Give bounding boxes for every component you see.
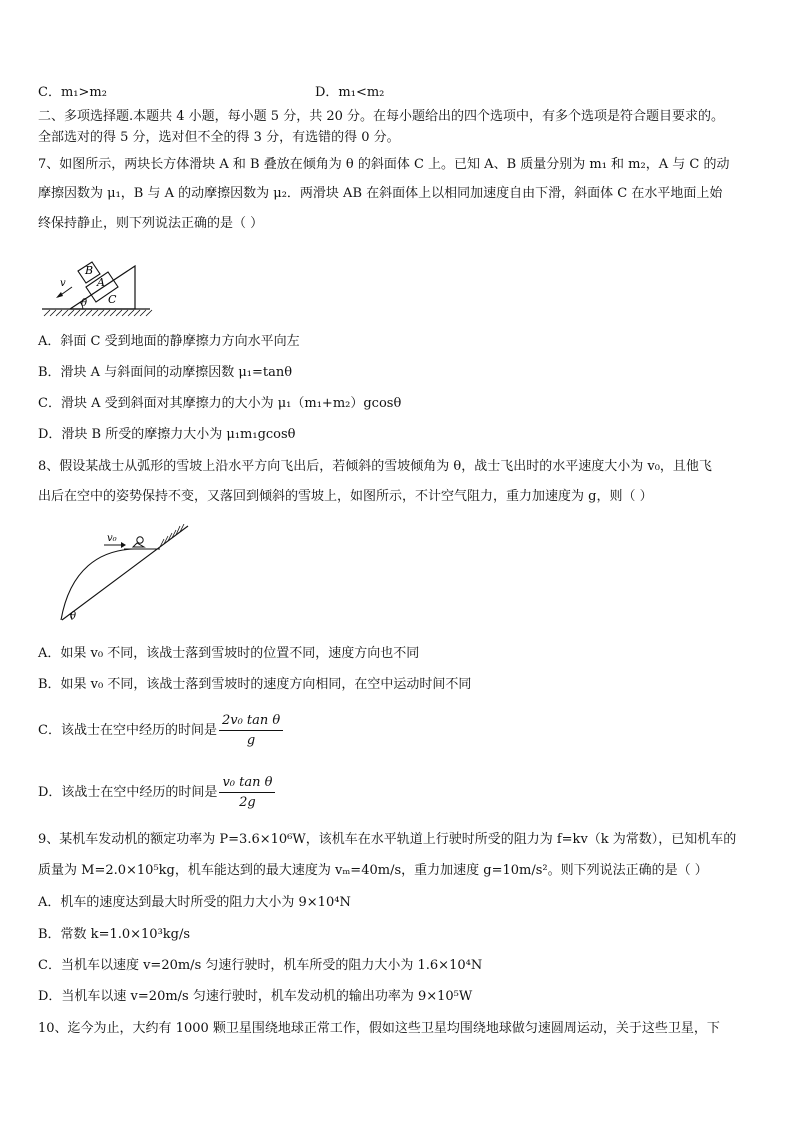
q6-option-d: D．m₁<m₂ bbox=[315, 85, 385, 100]
label-theta: θ bbox=[70, 611, 77, 622]
label-a: A bbox=[97, 276, 105, 289]
v0-arrowhead bbox=[121, 542, 126, 548]
q8-option-d-denominator: 2g bbox=[239, 795, 256, 810]
q8-option-c-numerator: 2v₀ tan θ bbox=[219, 713, 283, 731]
label-v0: v₀ bbox=[107, 533, 117, 544]
ground-hatching bbox=[44, 310, 152, 316]
q10-stem-line1: 10、迄今为止，大约有 1000 颗卫星围绕地球正常工作，假如这些卫星均围绕地球做匀速圆周运动，关于这些卫星，下 bbox=[38, 1021, 720, 1036]
q8-option-b: B．如果 v₀ 不同，该战士落到雪坡时的速度方向相同，在空中运动时间不同 bbox=[38, 677, 472, 692]
q8-option-d-text: D．该战士在空中经历的时间是 bbox=[38, 785, 218, 800]
label-v: v bbox=[60, 278, 66, 289]
q8-stem-line2: 出后在空中的姿势保持不变，又落回到倾斜的雪坡上，如图所示，不计空气阻力，重力加速度为 g，则（ ） bbox=[38, 489, 653, 504]
label-b: B bbox=[85, 264, 94, 277]
section2-instruction-line1: 二、多项选择题.本题共 4 小题，每小题 5 分，共 20 分。在每小题给出的四个选项中，有多个选项是符合题目要求的。 bbox=[38, 109, 725, 124]
q9-option-a: A．机车的速度达到最大时所受的阻力大小为 9×10⁴N bbox=[38, 895, 351, 910]
q9-stem-line2: 质量为 M=2.0×10⁵kg，机车能达到的最大速度为 vₘ=40m/s，重力加速度 g=10m/s²。则下列说法正确的是（ ） bbox=[38, 863, 708, 878]
q7-option-a: A．斜面 C 受到地面的静摩擦力方向水平向左 bbox=[38, 334, 300, 349]
skier-body bbox=[133, 543, 144, 547]
label-theta: θ bbox=[81, 298, 88, 309]
flight-trajectory bbox=[61, 549, 134, 620]
q8-option-c-fraction bbox=[219, 713, 283, 748]
q8-option-d bbox=[38, 772, 275, 814]
q7-option-d: D．滑块 B 所受的摩擦力大小为 μ₁m₁gcosθ bbox=[38, 427, 296, 442]
q7-option-c: C．滑块 A 受到斜面对其摩擦力的大小为 μ₁（m₁+m₂）gcosθ bbox=[38, 396, 402, 411]
q7-incline-figure bbox=[40, 246, 155, 322]
q8-option-c bbox=[38, 710, 283, 752]
q8-option-c-text: C．该战士在空中经历的时间是 bbox=[38, 723, 217, 738]
q8-stem-line1: 8、假设某战士从弧形的雪坡上沿水平方向飞出后，若倾斜的雪坡倾角为 θ，战士飞出时的水平速度大小为 v₀，且他飞 bbox=[38, 459, 712, 474]
section2-instruction-line2: 全部选对的得 5 分，选对但不全的得 3 分，有选错的得 0 分。 bbox=[38, 130, 400, 145]
q7-option-b: B．滑块 A 与斜面间的动摩擦因数 μ₁=tanθ bbox=[38, 365, 293, 380]
q6-option-c: C．m₁>m₂ bbox=[38, 85, 107, 100]
q8-ski-slope-figure bbox=[40, 524, 195, 624]
velocity-arrowhead bbox=[56, 292, 63, 298]
q9-option-b: B．常数 k=1.0×10³kg/s bbox=[38, 927, 191, 942]
q9-stem-line1: 9、某机车发动机的额定功率为 P=3.6×10⁶W，该机车在水平轨道上行驶时所受的阻力为 f=kv（k 为常数），已知机车的 bbox=[38, 832, 737, 847]
q7-stem-line1: 7、如图所示，两块长方体滑块 A 和 B 叠放在倾角为 θ 的斜面体 C 上。已知 A、B 质量分别为 m₁ 和 m₂，A 与 C 的动 bbox=[38, 157, 730, 172]
skier-head bbox=[137, 537, 143, 543]
q8-option-a: A．如果 v₀ 不同，该战士落到雪坡时的位置不同，速度方向也不同 bbox=[38, 646, 420, 661]
q9-option-c: C．当机车以速度 v=20m/s 匀速行驶时，机车所受的阻力大小为 1.6×10⁴N bbox=[38, 958, 483, 973]
q8-option-c-denominator: g bbox=[246, 733, 256, 748]
label-c: C bbox=[108, 293, 117, 306]
q8-option-d-fraction bbox=[219, 775, 275, 810]
q9-option-d: D．当机车以速 v=20m/s 匀速行驶时，机车发动机的输出功率为 9×10⁵W bbox=[38, 989, 473, 1004]
q7-stem-line2: 摩擦因数为 μ₁，B 与 A 的动摩擦因数为 μ₂．两滑块 AB 在斜面体上以相同加速度自由下滑，斜面体 C 在水平地面上始 bbox=[38, 186, 723, 201]
q7-stem-line3: 终保持静止，则下列说法正确的是（ ） bbox=[38, 216, 264, 231]
q8-option-d-numerator: v₀ tan θ bbox=[219, 775, 275, 793]
